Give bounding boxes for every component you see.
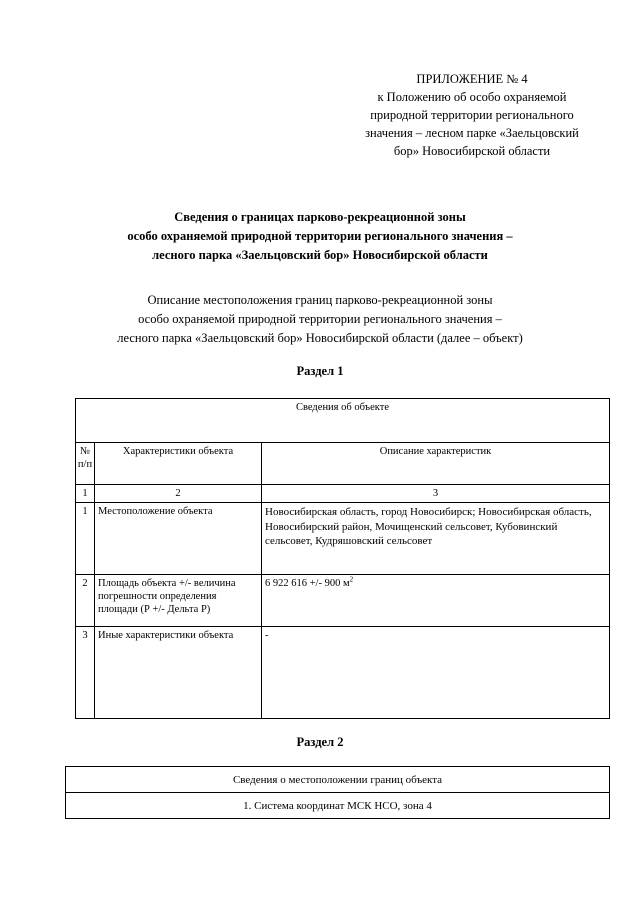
section-1-title: Раздел 1 xyxy=(296,364,344,378)
row-description: Новосибирская область, город Новосибирск; Новосибирская область, Новосибирский район, Мочищенский сельсовет, Кубовинский сельсовет, Кудряшовский сельсовет xyxy=(262,503,610,575)
table-caption: Сведения о местоположении границ объекта xyxy=(66,767,610,793)
document-title-line: особо охраняемой природной территории регионального значения – xyxy=(127,229,513,243)
column-number-2: 2 xyxy=(95,485,262,503)
boundaries-table xyxy=(65,766,610,819)
row-number: 3 xyxy=(76,627,95,719)
appendix-heading xyxy=(336,70,608,160)
row-description xyxy=(262,575,610,627)
area-value: 6 922 616 +/- 900 м xyxy=(265,578,350,589)
row-number: 2 xyxy=(76,575,95,627)
column-number-1: 1 xyxy=(76,485,95,503)
document-title-line: Сведения о границах парково-рекреационной зоны xyxy=(174,210,466,224)
table-row xyxy=(76,503,610,575)
row-characteristic: Площадь объекта +/- величина погрешности определения площади (Р +/- Дельта Р) xyxy=(95,575,262,627)
document-description xyxy=(40,291,600,348)
appendix-line: значения – лесном парке «Заельцовский xyxy=(365,126,579,140)
header-number: № п/п xyxy=(76,443,95,485)
appendix-line: к Положению об особо охраняемой xyxy=(377,90,567,104)
document-title xyxy=(40,208,600,265)
appendix-number: ПРИЛОЖЕНИЕ № 4 xyxy=(416,72,528,86)
header-description: Описание характеристик xyxy=(262,443,610,485)
appendix-line: бор» Новосибирской области xyxy=(393,144,551,158)
row-number: 1 xyxy=(76,503,95,575)
row-description: - xyxy=(262,627,610,719)
description-line: особо охраняемой природной территории регионального значения – xyxy=(138,312,502,326)
table-caption: Сведения об объекте xyxy=(76,399,610,443)
area-unit-exponent: 2 xyxy=(349,575,354,584)
table-row xyxy=(76,575,610,627)
description-line: лесного парка «Заельцовский бор» Новосибирской области (далее – объект) xyxy=(117,331,523,345)
column-number-3: 3 xyxy=(262,485,610,503)
coordinate-system: 1. Система координат МСК НСО, зона 4 xyxy=(66,793,610,819)
header-characteristic: Характеристики объекта xyxy=(95,443,262,485)
row-characteristic: Местоположение объекта xyxy=(95,503,262,575)
table-row xyxy=(76,627,610,719)
document-title-line: лесного парка «Заельцовский бор» Новосибирской области xyxy=(152,248,488,262)
description-line: Описание местоположения границ парково-рекреационной зоны xyxy=(147,293,493,307)
section-2-title: Раздел 2 xyxy=(296,735,344,749)
object-info-table xyxy=(75,398,610,719)
row-characteristic: Иные характеристики объекта xyxy=(95,627,262,719)
appendix-line: природной территории регионального xyxy=(370,108,574,122)
